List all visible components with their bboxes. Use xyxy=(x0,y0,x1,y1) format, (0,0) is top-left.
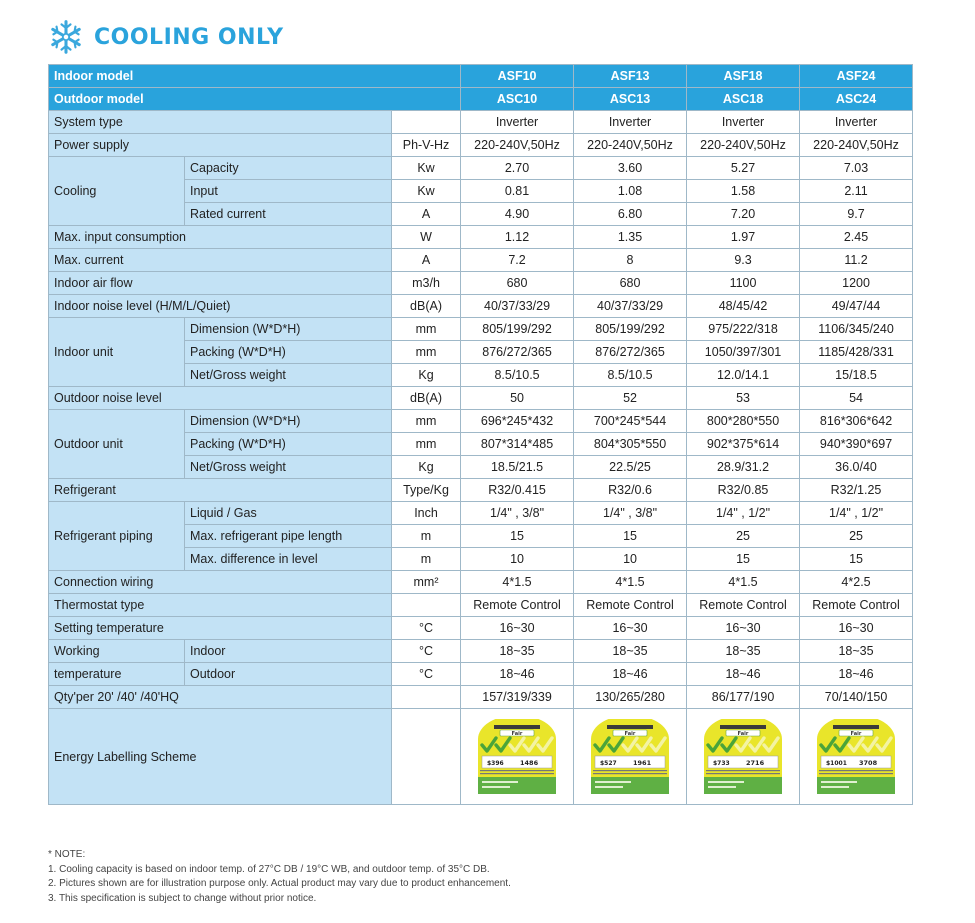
unit-cell: Kg xyxy=(392,364,461,387)
energy-label-image xyxy=(587,719,673,795)
value-cell: 4*2.5 xyxy=(800,571,913,594)
value-cell: 49/47/44 xyxy=(800,295,913,318)
unit-cell: °C xyxy=(392,617,461,640)
value-cell: 11.2 xyxy=(800,249,913,272)
energy-label-cell xyxy=(800,709,913,805)
energy-rating-text: Fair xyxy=(850,730,862,737)
table-row-power-supply xyxy=(49,134,913,157)
value-cell: 16~30 xyxy=(687,617,800,640)
value-cell: 36.0/40 xyxy=(800,456,913,479)
table-row-outdoor-model xyxy=(49,88,913,111)
value-cell: 1/4" , 3/8" xyxy=(574,502,687,525)
energy-cost-text: $396 xyxy=(487,759,504,767)
table-row-system-type xyxy=(49,111,913,134)
value-cell: 805/199/292 xyxy=(461,318,574,341)
energy-label-image xyxy=(813,719,899,795)
row-label: Refrigerant xyxy=(49,479,392,502)
energy-label-image xyxy=(700,719,786,795)
value-cell: ASF18 xyxy=(687,65,800,88)
unit-cell: mm xyxy=(392,410,461,433)
group-label: Outdoor unit xyxy=(49,410,185,479)
value-cell: 4*1.5 xyxy=(461,571,574,594)
row-label: System type xyxy=(49,111,392,134)
value-cell: 48/45/42 xyxy=(687,295,800,318)
unit-cell: A xyxy=(392,203,461,226)
unit-cell: °C xyxy=(392,640,461,663)
value-cell: 902*375*614 xyxy=(687,433,800,456)
value-cell: 10 xyxy=(574,548,687,571)
unit-cell: mm xyxy=(392,433,461,456)
value-cell: 680 xyxy=(461,272,574,295)
energy-cost-text: $527 xyxy=(600,759,617,767)
table-row-working-temp-indoor xyxy=(49,640,913,663)
value-cell: 12.0/14.1 xyxy=(687,364,800,387)
value-cell: ASC13 xyxy=(574,88,687,111)
value-cell: Remote Control xyxy=(687,594,800,617)
energy-rating-text: Fair xyxy=(511,730,523,737)
page-title: COOLING ONLY xyxy=(94,24,284,50)
value-cell: 18~46 xyxy=(800,663,913,686)
spec-table xyxy=(48,64,913,805)
sub-label: Input xyxy=(185,180,392,203)
unit-cell xyxy=(392,709,461,805)
value-cell: 7.03 xyxy=(800,157,913,180)
value-cell: 86/177/190 xyxy=(687,686,800,709)
value-cell: 6.80 xyxy=(574,203,687,226)
value-cell: 680 xyxy=(574,272,687,295)
sub-label: Dimension (W*D*H) xyxy=(185,318,392,341)
value-cell: 25 xyxy=(687,525,800,548)
table-row-working-temp-outdoor xyxy=(49,663,913,686)
value-cell: 40/37/33/29 xyxy=(574,295,687,318)
row-label: Indoor noise level (H/M/L/Quiet) xyxy=(49,295,392,318)
value-cell: 16~30 xyxy=(461,617,574,640)
value-cell: 9.3 xyxy=(687,249,800,272)
value-cell: 2.45 xyxy=(800,226,913,249)
unit-cell: mm xyxy=(392,318,461,341)
value-cell: ASC18 xyxy=(687,88,800,111)
table-row-max-current xyxy=(49,249,913,272)
value-cell: 157/319/339 xyxy=(461,686,574,709)
value-cell: 1.12 xyxy=(461,226,574,249)
table-row-piping-liquid-gas xyxy=(49,502,913,525)
value-cell: Remote Control xyxy=(800,594,913,617)
value-cell: 5.27 xyxy=(687,157,800,180)
value-cell: ASC24 xyxy=(800,88,913,111)
unit-cell: m3/h xyxy=(392,272,461,295)
value-cell: Inverter xyxy=(800,111,913,134)
sub-label: Outdoor xyxy=(185,663,392,686)
value-cell: 18~35 xyxy=(574,640,687,663)
unit-cell: mm² xyxy=(392,571,461,594)
value-cell: Remote Control xyxy=(461,594,574,617)
group-label: Cooling xyxy=(49,157,185,226)
value-cell: 1100 xyxy=(687,272,800,295)
value-cell: 50 xyxy=(461,387,574,410)
value-cell: 804*305*550 xyxy=(574,433,687,456)
note-line: 1. Cooling capacity is based on indoor temp. of 27°C DB / 19°C WB, and outdoor temp. of 35°C DB. xyxy=(48,863,490,875)
unit-cell: Kg xyxy=(392,456,461,479)
value-cell: 1.58 xyxy=(687,180,800,203)
sub-label: Dimension (W*D*H) xyxy=(185,410,392,433)
group-label: Working xyxy=(49,640,185,663)
value-cell: 0.81 xyxy=(461,180,574,203)
value-cell: 1/4" , 1/2" xyxy=(800,502,913,525)
unit-cell xyxy=(392,111,461,134)
value-cell: 1.97 xyxy=(687,226,800,249)
value-cell: Inverter xyxy=(574,111,687,134)
row-label: Max. input consumption xyxy=(49,226,392,249)
unit-cell: W xyxy=(392,226,461,249)
value-cell: 220-240V,50Hz xyxy=(800,134,913,157)
row-label: Outdoor noise level xyxy=(49,387,392,410)
value-cell: 975/222/318 xyxy=(687,318,800,341)
energy-label-cell xyxy=(687,709,800,805)
value-cell: 805/199/292 xyxy=(574,318,687,341)
row-label: Indoor model xyxy=(49,65,461,88)
table-row-outdoor-noise xyxy=(49,387,913,410)
unit-cell: Kw xyxy=(392,180,461,203)
table-row-connection-wiring xyxy=(49,571,913,594)
value-cell: ASF24 xyxy=(800,65,913,88)
unit-cell xyxy=(392,686,461,709)
energy-rating-text: Fair xyxy=(624,730,636,737)
table-row-qty xyxy=(49,686,913,709)
value-cell: 18~46 xyxy=(574,663,687,686)
table-row-indoor-air-flow xyxy=(49,272,913,295)
table-row-indoor-unit-dimension xyxy=(49,318,913,341)
value-cell: 54 xyxy=(800,387,913,410)
value-cell: 8.5/10.5 xyxy=(574,364,687,387)
value-cell: 130/265/280 xyxy=(574,686,687,709)
value-cell: 1/4" , 1/2" xyxy=(687,502,800,525)
value-cell: 28.9/31.2 xyxy=(687,456,800,479)
table-row-cooling-capacity xyxy=(49,157,913,180)
snowflake-icon xyxy=(48,19,84,55)
group-label: Refrigerant piping xyxy=(49,502,185,571)
sub-label: Rated current xyxy=(185,203,392,226)
value-cell: 7.2 xyxy=(461,249,574,272)
value-cell: 15 xyxy=(800,548,913,571)
energy-kwh-text: 1961 xyxy=(633,758,652,767)
table-row-outdoor-unit-dimension xyxy=(49,410,913,433)
unit-cell: dB(A) xyxy=(392,295,461,318)
sub-label: Packing (W*D*H) xyxy=(185,433,392,456)
table-row-setting-temp xyxy=(49,617,913,640)
table-row-refrigerant xyxy=(49,479,913,502)
value-cell: 1/4" , 3/8" xyxy=(461,502,574,525)
value-cell: 1200 xyxy=(800,272,913,295)
notes xyxy=(48,848,511,906)
energy-label-image xyxy=(474,719,560,795)
value-cell: 700*245*544 xyxy=(574,410,687,433)
sub-label: Net/Gross weight xyxy=(185,364,392,387)
page-header xyxy=(48,18,284,56)
value-cell: ASC10 xyxy=(461,88,574,111)
value-cell: 1185/428/331 xyxy=(800,341,913,364)
value-cell: Inverter xyxy=(687,111,800,134)
value-cell: 53 xyxy=(687,387,800,410)
value-cell: 18~35 xyxy=(687,640,800,663)
row-label: Qty'per 20' /40' /40'HQ xyxy=(49,686,392,709)
group-label: Indoor unit xyxy=(49,318,185,387)
group-label: temperature xyxy=(49,663,185,686)
value-cell: 696*245*432 xyxy=(461,410,574,433)
value-cell: 1.08 xyxy=(574,180,687,203)
table-row-max-input xyxy=(49,226,913,249)
value-cell: 15 xyxy=(687,548,800,571)
value-cell: 70/140/150 xyxy=(800,686,913,709)
value-cell: 876/272/365 xyxy=(461,341,574,364)
table-row-thermostat xyxy=(49,594,913,617)
sub-label: Capacity xyxy=(185,157,392,180)
sub-label: Liquid / Gas xyxy=(185,502,392,525)
sub-label: Packing (W*D*H) xyxy=(185,341,392,364)
sub-label: Max. refrigerant pipe length xyxy=(185,525,392,548)
value-cell: 18~46 xyxy=(461,663,574,686)
unit-cell: dB(A) xyxy=(392,387,461,410)
value-cell: 52 xyxy=(574,387,687,410)
unit-cell: mm xyxy=(392,341,461,364)
table-row-indoor-model xyxy=(49,65,913,88)
energy-label-cell xyxy=(461,709,574,805)
row-label: Outdoor model xyxy=(49,88,461,111)
value-cell: 15 xyxy=(574,525,687,548)
unit-cell: Kw xyxy=(392,157,461,180)
value-cell: 940*390*697 xyxy=(800,433,913,456)
value-cell: R32/1.25 xyxy=(800,479,913,502)
note-line: 2. Pictures shown are for illustration purpose only. Actual product may vary due to product enhancement. xyxy=(48,878,511,889)
value-cell: 220-240V,50Hz xyxy=(574,134,687,157)
value-cell: ASF13 xyxy=(574,65,687,88)
value-cell: 10 xyxy=(461,548,574,571)
energy-kwh-text: 3708 xyxy=(859,758,878,767)
value-cell: 8 xyxy=(574,249,687,272)
value-cell: 807*314*485 xyxy=(461,433,574,456)
unit-cell: m xyxy=(392,525,461,548)
value-cell: 220-240V,50Hz xyxy=(461,134,574,157)
unit-cell: Ph-V-Hz xyxy=(392,134,461,157)
value-cell: 816*306*642 xyxy=(800,410,913,433)
value-cell: 40/37/33/29 xyxy=(461,295,574,318)
energy-kwh-text: 2716 xyxy=(746,758,765,767)
sub-label: Indoor xyxy=(185,640,392,663)
energy-cost-text: $733 xyxy=(713,759,730,767)
value-cell: 3.60 xyxy=(574,157,687,180)
unit-cell: A xyxy=(392,249,461,272)
value-cell: R32/0.6 xyxy=(574,479,687,502)
row-label: Energy Labelling Scheme xyxy=(49,709,392,805)
energy-label-cell xyxy=(574,709,687,805)
unit-cell: Inch xyxy=(392,502,461,525)
value-cell: 4.90 xyxy=(461,203,574,226)
value-cell: 18~35 xyxy=(461,640,574,663)
row-label: Max. current xyxy=(49,249,392,272)
value-cell: 8.5/10.5 xyxy=(461,364,574,387)
value-cell: 1.35 xyxy=(574,226,687,249)
row-label: Connection wiring xyxy=(49,571,392,594)
value-cell: 876/272/365 xyxy=(574,341,687,364)
value-cell: 16~30 xyxy=(574,617,687,640)
row-label: Setting temperature xyxy=(49,617,392,640)
value-cell: ASF10 xyxy=(461,65,574,88)
value-cell: 220-240V,50Hz xyxy=(687,134,800,157)
note-heading: * NOTE: xyxy=(48,849,86,860)
value-cell: R32/0.85 xyxy=(687,479,800,502)
energy-kwh-text: 1486 xyxy=(520,758,539,767)
table-row-indoor-noise xyxy=(49,295,913,318)
value-cell: 800*280*550 xyxy=(687,410,800,433)
value-cell: 7.20 xyxy=(687,203,800,226)
sub-label: Max. difference in level xyxy=(185,548,392,571)
unit-cell: Type/Kg xyxy=(392,479,461,502)
value-cell: 15 xyxy=(461,525,574,548)
row-label: Power supply xyxy=(49,134,392,157)
value-cell: 4*1.5 xyxy=(574,571,687,594)
value-cell: 1106/345/240 xyxy=(800,318,913,341)
value-cell: 18.5/21.5 xyxy=(461,456,574,479)
sub-label: Net/Gross weight xyxy=(185,456,392,479)
unit-cell: m xyxy=(392,548,461,571)
energy-cost-text: $1001 xyxy=(826,759,847,767)
value-cell: 18~46 xyxy=(687,663,800,686)
row-label: Indoor air flow xyxy=(49,272,392,295)
energy-rating-text: Fair xyxy=(737,730,749,737)
value-cell: 15/18.5 xyxy=(800,364,913,387)
value-cell: R32/0.415 xyxy=(461,479,574,502)
value-cell: 4*1.5 xyxy=(687,571,800,594)
value-cell: 25 xyxy=(800,525,913,548)
value-cell: 9.7 xyxy=(800,203,913,226)
value-cell: 22.5/25 xyxy=(574,456,687,479)
value-cell: 2.11 xyxy=(800,180,913,203)
table-row-energy-label xyxy=(49,709,913,805)
row-label: Thermostat type xyxy=(49,594,392,617)
unit-cell xyxy=(392,594,461,617)
note-line: 3. This specification is subject to change without prior notice. xyxy=(48,892,317,904)
value-cell: Inverter xyxy=(461,111,574,134)
value-cell: 18~35 xyxy=(800,640,913,663)
value-cell: 1050/397/301 xyxy=(687,341,800,364)
value-cell: Remote Control xyxy=(574,594,687,617)
value-cell: 2.70 xyxy=(461,157,574,180)
unit-cell: °C xyxy=(392,663,461,686)
value-cell: 16~30 xyxy=(800,617,913,640)
